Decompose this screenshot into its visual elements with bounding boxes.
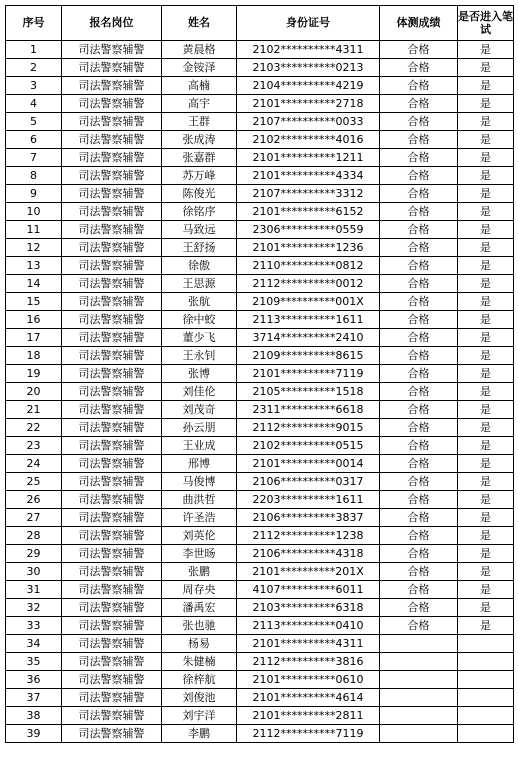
- cell-id: 2112**********9015: [237, 419, 380, 437]
- cell-post: 司法警察辅警: [62, 437, 162, 455]
- header-post: 报名岗位: [62, 6, 162, 41]
- cell-post: 司法警察辅警: [62, 581, 162, 599]
- cell-no: 3: [6, 77, 62, 95]
- cell-post: 司法警察辅警: [62, 473, 162, 491]
- cell-post: 司法警察辅警: [62, 563, 162, 581]
- cell-id: 2101**********0610: [237, 671, 380, 689]
- cell-no: 16: [6, 311, 62, 329]
- cell-id: 2101**********1211: [237, 149, 380, 167]
- cell-score: [380, 653, 458, 671]
- table-row: [6, 491, 514, 509]
- table-row: [6, 599, 514, 617]
- cell-post: 司法警察辅警: [62, 311, 162, 329]
- table-body: [6, 41, 514, 743]
- cell-post: 司法警察辅警: [62, 545, 162, 563]
- cell-no: 36: [6, 671, 62, 689]
- cell-name: 李世旸: [162, 545, 237, 563]
- cell-no: 34: [6, 635, 62, 653]
- cell-id: 2113**********1611: [237, 311, 380, 329]
- cell-no: 6: [6, 131, 62, 149]
- table-row: [6, 185, 514, 203]
- cell-no: 8: [6, 167, 62, 185]
- cell-no: 37: [6, 689, 62, 707]
- cell-id: 2110**********0812: [237, 257, 380, 275]
- cell-no: 5: [6, 113, 62, 131]
- cell-written: 是: [458, 473, 514, 491]
- cell-post: 司法警察辅警: [62, 293, 162, 311]
- cell-name: 徐中蛟: [162, 311, 237, 329]
- cell-id: 2107**********3312: [237, 185, 380, 203]
- cell-post: 司法警察辅警: [62, 689, 162, 707]
- table-row: [6, 77, 514, 95]
- table-row: [6, 527, 514, 545]
- cell-id: 2104**********4219: [237, 77, 380, 95]
- cell-name: 陈俊光: [162, 185, 237, 203]
- cell-score: 合格: [380, 347, 458, 365]
- cell-no: 15: [6, 293, 62, 311]
- cell-score: 合格: [380, 131, 458, 149]
- cell-no: 18: [6, 347, 62, 365]
- cell-name: 刘俊池: [162, 689, 237, 707]
- table-row: [6, 167, 514, 185]
- cell-score: 合格: [380, 203, 458, 221]
- cell-name: 曲洪哲: [162, 491, 237, 509]
- cell-score: 合格: [380, 221, 458, 239]
- cell-id: 2107**********0033: [237, 113, 380, 131]
- table-row: [6, 563, 514, 581]
- cell-written: [458, 671, 514, 689]
- cell-no: 10: [6, 203, 62, 221]
- table-row: [6, 41, 514, 59]
- header-id: 身份证号: [237, 6, 380, 41]
- cell-id: 2106**********4318: [237, 545, 380, 563]
- cell-written: 是: [458, 257, 514, 275]
- table-row: [6, 671, 514, 689]
- cell-id: 2112**********0012: [237, 275, 380, 293]
- cell-name: 王业成: [162, 437, 237, 455]
- cell-post: 司法警察辅警: [62, 527, 162, 545]
- cell-post: 司法警察辅警: [62, 455, 162, 473]
- cell-written: 是: [458, 95, 514, 113]
- table-row: [6, 203, 514, 221]
- cell-written: 是: [458, 77, 514, 95]
- cell-post: 司法警察辅警: [62, 707, 162, 725]
- table-row: [6, 329, 514, 347]
- cell-id: 2109**********001X: [237, 293, 380, 311]
- cell-name: 张博: [162, 365, 237, 383]
- cell-name: 张航: [162, 293, 237, 311]
- table-row: [6, 437, 514, 455]
- cell-name: 高楠: [162, 77, 237, 95]
- cell-score: 合格: [380, 329, 458, 347]
- cell-score: [380, 671, 458, 689]
- table-row: [6, 707, 514, 725]
- cell-id: 2106**********0317: [237, 473, 380, 491]
- cell-id: 2102**********4311: [237, 41, 380, 59]
- cell-post: 司法警察辅警: [62, 95, 162, 113]
- cell-name: 邢博: [162, 455, 237, 473]
- cell-score: 合格: [380, 77, 458, 95]
- cell-no: 30: [6, 563, 62, 581]
- cell-name: 王思源: [162, 275, 237, 293]
- cell-no: 17: [6, 329, 62, 347]
- cell-score: 合格: [380, 383, 458, 401]
- table-row: [6, 473, 514, 491]
- cell-written: 是: [458, 239, 514, 257]
- cell-no: 12: [6, 239, 62, 257]
- cell-no: 32: [6, 599, 62, 617]
- table-row: [6, 725, 514, 743]
- cell-no: 11: [6, 221, 62, 239]
- cell-written: [458, 689, 514, 707]
- cell-name: 张嘉群: [162, 149, 237, 167]
- cell-name: 刘佳伦: [162, 383, 237, 401]
- cell-name: 王舒扬: [162, 239, 237, 257]
- header-no: 序号: [6, 6, 62, 41]
- cell-no: 27: [6, 509, 62, 527]
- table-header: [6, 6, 514, 41]
- table-row: [6, 95, 514, 113]
- cell-post: 司法警察辅警: [62, 617, 162, 635]
- cell-score: 合格: [380, 401, 458, 419]
- cell-id: 2103**********0213: [237, 59, 380, 77]
- cell-id: 2101**********4614: [237, 689, 380, 707]
- cell-post: 司法警察辅警: [62, 41, 162, 59]
- cell-post: 司法警察辅警: [62, 365, 162, 383]
- cell-written: 是: [458, 41, 514, 59]
- cell-id: 2101**********2718: [237, 95, 380, 113]
- cell-score: 合格: [380, 149, 458, 167]
- cell-score: 合格: [380, 527, 458, 545]
- cell-no: 31: [6, 581, 62, 599]
- table-row: [6, 347, 514, 365]
- cell-no: 19: [6, 365, 62, 383]
- cell-written: 是: [458, 203, 514, 221]
- cell-id: 2113**********0410: [237, 617, 380, 635]
- cell-post: 司法警察辅警: [62, 221, 162, 239]
- cell-written: [458, 725, 514, 743]
- cell-written: 是: [458, 617, 514, 635]
- cell-score: [380, 725, 458, 743]
- cell-no: 28: [6, 527, 62, 545]
- cell-name: 王永钊: [162, 347, 237, 365]
- table-row: [6, 419, 514, 437]
- cell-name: 黄晨格: [162, 41, 237, 59]
- cell-written: [458, 653, 514, 671]
- cell-score: 合格: [380, 599, 458, 617]
- table-row: [6, 401, 514, 419]
- cell-no: 33: [6, 617, 62, 635]
- candidate-table: [5, 5, 514, 743]
- table-row: [6, 635, 514, 653]
- cell-written: [458, 707, 514, 725]
- cell-no: 14: [6, 275, 62, 293]
- cell-score: 合格: [380, 419, 458, 437]
- table-row: [6, 131, 514, 149]
- cell-written: 是: [458, 275, 514, 293]
- cell-post: 司法警察辅警: [62, 185, 162, 203]
- cell-written: 是: [458, 419, 514, 437]
- cell-written: 是: [458, 491, 514, 509]
- cell-id: 2203**********1611: [237, 491, 380, 509]
- cell-no: 1: [6, 41, 62, 59]
- cell-written: 是: [458, 113, 514, 131]
- cell-id: 2101**********4311: [237, 635, 380, 653]
- cell-score: [380, 689, 458, 707]
- cell-written: 是: [458, 167, 514, 185]
- cell-id: 2101**********0014: [237, 455, 380, 473]
- cell-no: 26: [6, 491, 62, 509]
- cell-id: 2306**********0559: [237, 221, 380, 239]
- cell-post: 司法警察辅警: [62, 167, 162, 185]
- cell-name: 张成涛: [162, 131, 237, 149]
- cell-id: 2105**********1518: [237, 383, 380, 401]
- cell-id: 2106**********3837: [237, 509, 380, 527]
- table-row: [6, 545, 514, 563]
- cell-score: 合格: [380, 311, 458, 329]
- header-score: 体测成绩: [380, 6, 458, 41]
- cell-name: 刘宇洋: [162, 707, 237, 725]
- cell-score: 合格: [380, 95, 458, 113]
- cell-written: 是: [458, 185, 514, 203]
- cell-post: 司法警察辅警: [62, 635, 162, 653]
- cell-post: 司法警察辅警: [62, 671, 162, 689]
- cell-score: 合格: [380, 113, 458, 131]
- cell-written: 是: [458, 59, 514, 77]
- cell-post: 司法警察辅警: [62, 383, 162, 401]
- table-row: [6, 311, 514, 329]
- table-row: [6, 689, 514, 707]
- cell-id: 2101**********1236: [237, 239, 380, 257]
- cell-post: 司法警察辅警: [62, 59, 162, 77]
- cell-name: 高宇: [162, 95, 237, 113]
- cell-score: [380, 707, 458, 725]
- cell-score: 合格: [380, 59, 458, 77]
- cell-name: 苏万峰: [162, 167, 237, 185]
- cell-score: [380, 635, 458, 653]
- table-row: [6, 383, 514, 401]
- header-name: 姓名: [162, 6, 237, 41]
- cell-written: 是: [458, 455, 514, 473]
- cell-post: 司法警察辅警: [62, 725, 162, 743]
- cell-score: 合格: [380, 167, 458, 185]
- cell-written: 是: [458, 221, 514, 239]
- cell-written: 是: [458, 437, 514, 455]
- table-row: [6, 617, 514, 635]
- cell-name: 周存央: [162, 581, 237, 599]
- cell-name: 徐铭序: [162, 203, 237, 221]
- cell-no: 13: [6, 257, 62, 275]
- cell-no: 38: [6, 707, 62, 725]
- cell-id: 2102**********0515: [237, 437, 380, 455]
- cell-score: 合格: [380, 509, 458, 527]
- cell-id: 2101**********7119: [237, 365, 380, 383]
- table-row: [6, 653, 514, 671]
- cell-name: 王群: [162, 113, 237, 131]
- cell-id: 2101**********201X: [237, 563, 380, 581]
- table-row: [6, 113, 514, 131]
- table-row: [6, 275, 514, 293]
- cell-post: 司法警察辅警: [62, 149, 162, 167]
- cell-no: 24: [6, 455, 62, 473]
- cell-name: 孙云朋: [162, 419, 237, 437]
- cell-name: 朱健楠: [162, 653, 237, 671]
- cell-no: 35: [6, 653, 62, 671]
- cell-written: 是: [458, 401, 514, 419]
- cell-post: 司法警察辅警: [62, 131, 162, 149]
- cell-written: 是: [458, 383, 514, 401]
- cell-post: 司法警察辅警: [62, 347, 162, 365]
- cell-post: 司法警察辅警: [62, 491, 162, 509]
- cell-post: 司法警察辅警: [62, 599, 162, 617]
- cell-post: 司法警察辅警: [62, 401, 162, 419]
- cell-score: 合格: [380, 41, 458, 59]
- cell-no: 7: [6, 149, 62, 167]
- cell-no: 21: [6, 401, 62, 419]
- cell-name: 许圣浩: [162, 509, 237, 527]
- cell-post: 司法警察辅警: [62, 509, 162, 527]
- cell-no: 29: [6, 545, 62, 563]
- cell-score: 合格: [380, 473, 458, 491]
- cell-post: 司法警察辅警: [62, 419, 162, 437]
- cell-id: 2103**********6318: [237, 599, 380, 617]
- table-row: [6, 365, 514, 383]
- cell-id: 2101**********2811: [237, 707, 380, 725]
- cell-score: 合格: [380, 491, 458, 509]
- cell-score: 合格: [380, 581, 458, 599]
- cell-written: 是: [458, 149, 514, 167]
- cell-id: 2112**********1238: [237, 527, 380, 545]
- cell-no: 2: [6, 59, 62, 77]
- cell-name: 张也驰: [162, 617, 237, 635]
- cell-name: 马致远: [162, 221, 237, 239]
- cell-written: 是: [458, 581, 514, 599]
- cell-name: 潘禹宏: [162, 599, 237, 617]
- table-row: [6, 221, 514, 239]
- cell-written: 是: [458, 365, 514, 383]
- table-row: [6, 149, 514, 167]
- header-written: 是否进入笔试: [458, 6, 514, 41]
- table-row: [6, 581, 514, 599]
- cell-written: 是: [458, 329, 514, 347]
- cell-id: 2112**********3816: [237, 653, 380, 671]
- cell-post: 司法警察辅警: [62, 203, 162, 221]
- cell-written: 是: [458, 563, 514, 581]
- cell-name: 李鹏: [162, 725, 237, 743]
- cell-id: 2102**********4016: [237, 131, 380, 149]
- cell-no: 4: [6, 95, 62, 113]
- cell-no: 39: [6, 725, 62, 743]
- cell-score: 合格: [380, 455, 458, 473]
- cell-written: 是: [458, 131, 514, 149]
- cell-post: 司法警察辅警: [62, 275, 162, 293]
- cell-score: 合格: [380, 257, 458, 275]
- cell-written: 是: [458, 599, 514, 617]
- cell-score: 合格: [380, 617, 458, 635]
- header-row: [6, 6, 514, 41]
- cell-name: 杨易: [162, 635, 237, 653]
- cell-no: 9: [6, 185, 62, 203]
- cell-written: 是: [458, 527, 514, 545]
- cell-score: 合格: [380, 437, 458, 455]
- cell-id: 2112**********7119: [237, 725, 380, 743]
- cell-no: 23: [6, 437, 62, 455]
- cell-id: 2101**********6152: [237, 203, 380, 221]
- cell-name: 徐傲: [162, 257, 237, 275]
- cell-name: 金铵泽: [162, 59, 237, 77]
- cell-score: 合格: [380, 365, 458, 383]
- cell-name: 董少飞: [162, 329, 237, 347]
- cell-written: 是: [458, 545, 514, 563]
- cell-name: 徐梓航: [162, 671, 237, 689]
- cell-written: 是: [458, 509, 514, 527]
- cell-name: 张鹏: [162, 563, 237, 581]
- cell-score: 合格: [380, 275, 458, 293]
- table-row: [6, 509, 514, 527]
- cell-written: 是: [458, 347, 514, 365]
- cell-post: 司法警察辅警: [62, 113, 162, 131]
- cell-score: 合格: [380, 185, 458, 203]
- cell-written: [458, 635, 514, 653]
- cell-no: 25: [6, 473, 62, 491]
- cell-written: 是: [458, 311, 514, 329]
- table-row: [6, 257, 514, 275]
- cell-score: 合格: [380, 545, 458, 563]
- table-row: [6, 239, 514, 257]
- cell-id: 4107**********6011: [237, 581, 380, 599]
- cell-post: 司法警察辅警: [62, 257, 162, 275]
- cell-post: 司法警察辅警: [62, 239, 162, 257]
- cell-name: 刘茂奇: [162, 401, 237, 419]
- cell-no: 22: [6, 419, 62, 437]
- cell-post: 司法警察辅警: [62, 77, 162, 95]
- table-row: [6, 59, 514, 77]
- cell-id: 2101**********4334: [237, 167, 380, 185]
- cell-post: 司法警察辅警: [62, 653, 162, 671]
- cell-no: 20: [6, 383, 62, 401]
- cell-name: 刘英伦: [162, 527, 237, 545]
- cell-name: 马俊博: [162, 473, 237, 491]
- cell-id: 2109**********8615: [237, 347, 380, 365]
- cell-score: 合格: [380, 563, 458, 581]
- cell-id: 3714**********2410: [237, 329, 380, 347]
- cell-id: 2311**********6618: [237, 401, 380, 419]
- cell-post: 司法警察辅警: [62, 329, 162, 347]
- cell-score: 合格: [380, 293, 458, 311]
- cell-written: 是: [458, 293, 514, 311]
- cell-score: 合格: [380, 239, 458, 257]
- table-row: [6, 293, 514, 311]
- table-row: [6, 455, 514, 473]
